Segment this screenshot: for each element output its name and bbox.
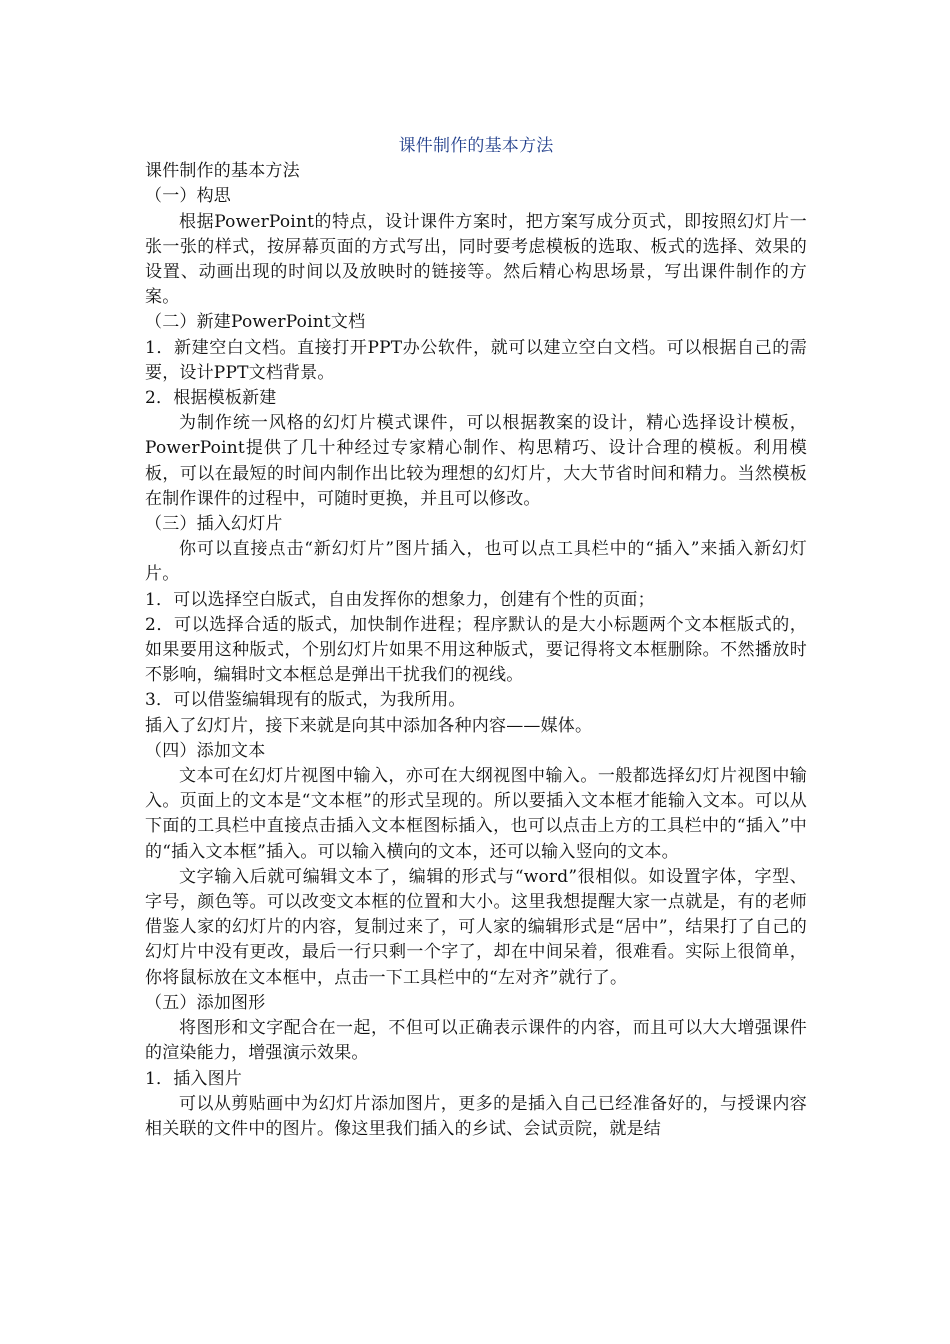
paragraph: 文字输入后就可编辑文本了，编辑的形式与“word”很相似。如设置字体，字型、字号，颜色等。可以改变文本框的位置和大小。这里我想提醒大家一点就是，有的老师借鉴人家的幻灯片的内容，复制过来了，可人家的编辑形式是“居中”，结果打了自己的幻灯片中没有更改，最后一行只剩一个字了，却在中间呆着，很难看。实际上很简单，你将鼠标放在文本框中，点击一下工具栏中的“左对齐”就行了。: [145, 866, 807, 988]
section-heading: （二）新建PowerPoint文档: [145, 312, 366, 333]
section-heading: 课件制作的基本方法: [145, 161, 300, 182]
paragraph: 文本可在幻灯片视图中输入，亦可在大纲视图中输入。一般都选择幻灯片视图中输入。页面上的文本是“文本框”的形式呈现的。所以要插入文本框才能输入文本。可以从下面的工具栏中直接点击插入文本框图标插入，也可以点击上方的工具栏中的“插入”中的“插入文本框”插入。可以输入横向的文本，还可以输入竖向的文本。: [145, 766, 807, 862]
paragraph: 插入了幻灯片，接下来就是向其中添加各种内容——媒体。: [145, 715, 593, 736]
paragraph: 可以从剪贴画中为幻灯片添加图片，更多的是插入自己已经准备好的，与授课内容相关联的文件中的图片。像这里我们插入的乡试、会试贡院，就是结: [145, 1093, 807, 1139]
document-page: [145, 134, 807, 1142]
paragraph: 为制作统一风格的幻灯片模式课件，可以根据教案的设计，精心选择设计模板，PowerPoint提供了几十种经过专家精心制作、构思精巧、设计合理的模板。利用模板，可以在最短的时间内制作出比较为理想的幻灯片，大大节省时间和精力。当然模板在制作课件的过程中，可随时更换，并且可以修改。: [145, 413, 807, 509]
paragraph: 将图形和文字配合在一起，不但可以正确表示课件的内容，而且可以大大增强课件的渲染能力，增强演示效果。: [145, 1018, 807, 1064]
document-body: [145, 159, 807, 1142]
section-heading: （三）插入幻灯片: [145, 514, 283, 535]
paragraph: 2．可以选择合适的版式，加快制作进程；程序默认的是大小标题两个文本框版式的，如果要用这种版式，个别幻灯片如果不用这种版式，要记得将文本框删除。不然播放时不影响，编辑时文本框总是弹出干扰我们的视线。: [145, 614, 807, 686]
paragraph: 你可以直接点击“新幻灯片”图片插入，也可以点工具栏中的“插入”来插入新幻灯片。: [145, 539, 807, 585]
section-heading: （五）添加图形: [145, 992, 266, 1013]
section-heading: 2．根据模板新建: [145, 388, 277, 409]
section-heading: 1．插入图片: [145, 1068, 243, 1089]
section-heading: （一）构思: [145, 186, 231, 207]
paragraph: 3．可以借鉴编辑现有的版式，为我所用。: [145, 690, 466, 711]
document-title: 课件制作的基本方法: [398, 136, 554, 156]
paragraph: 1．可以选择空白版式，自由发挥你的想象力，创建有个性的页面；: [145, 589, 655, 610]
section-heading: （四）添加文本: [145, 740, 266, 761]
paragraph: 1．新建空白文档。直接打开PPT办公软件，就可以建立空白文档。可以根据自己的需要，设计PPT文档背景。: [145, 337, 807, 383]
paragraph: 根据PowerPoint的特点，设计课件方案时，把方案写成分页式，即按照幻灯片一张一张的样式，按屏幕页面的方式写出，同时要考虑模板的选取、板式的选择、效果的设置、动画出现的时间以及放映时的链接等。然后精心构思场景，写出课件制作的方案。: [145, 211, 807, 308]
